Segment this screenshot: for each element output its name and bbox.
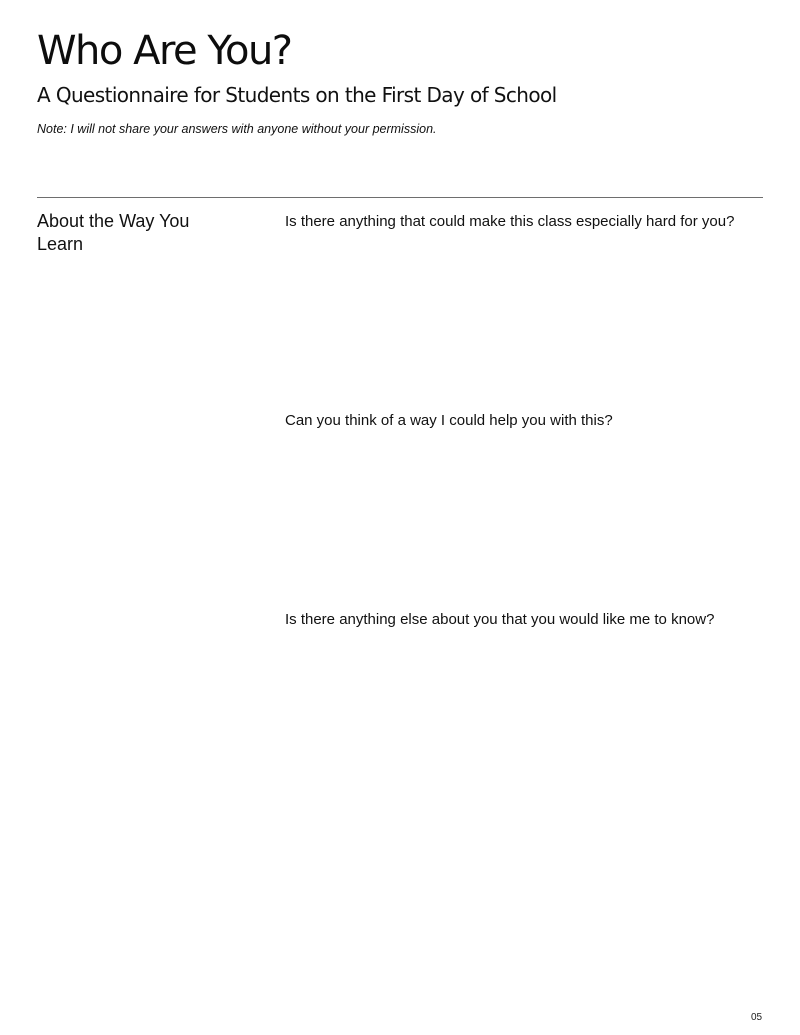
question-1: Is there anything that could make this class especially hard for you? [285,213,735,230]
page-title: Who Are You? [37,28,292,74]
answer-area-1[interactable] [285,236,763,401]
page-subtitle: A Questionnaire for Students on the First Day of School [37,83,557,107]
section-label: About the Way You Learn [37,211,190,254]
section-divider [37,197,763,198]
answer-area-2[interactable] [285,435,763,600]
page-number: 05 [751,1012,763,1023]
question-2: Can you think of a way I could help you with this? [285,412,613,429]
privacy-note: Note: I will not share your answers with anyone without your permission. [37,122,437,136]
question-3: Is there anything else about you that you would like me to know? [285,611,715,628]
answer-area-3[interactable] [285,634,763,994]
